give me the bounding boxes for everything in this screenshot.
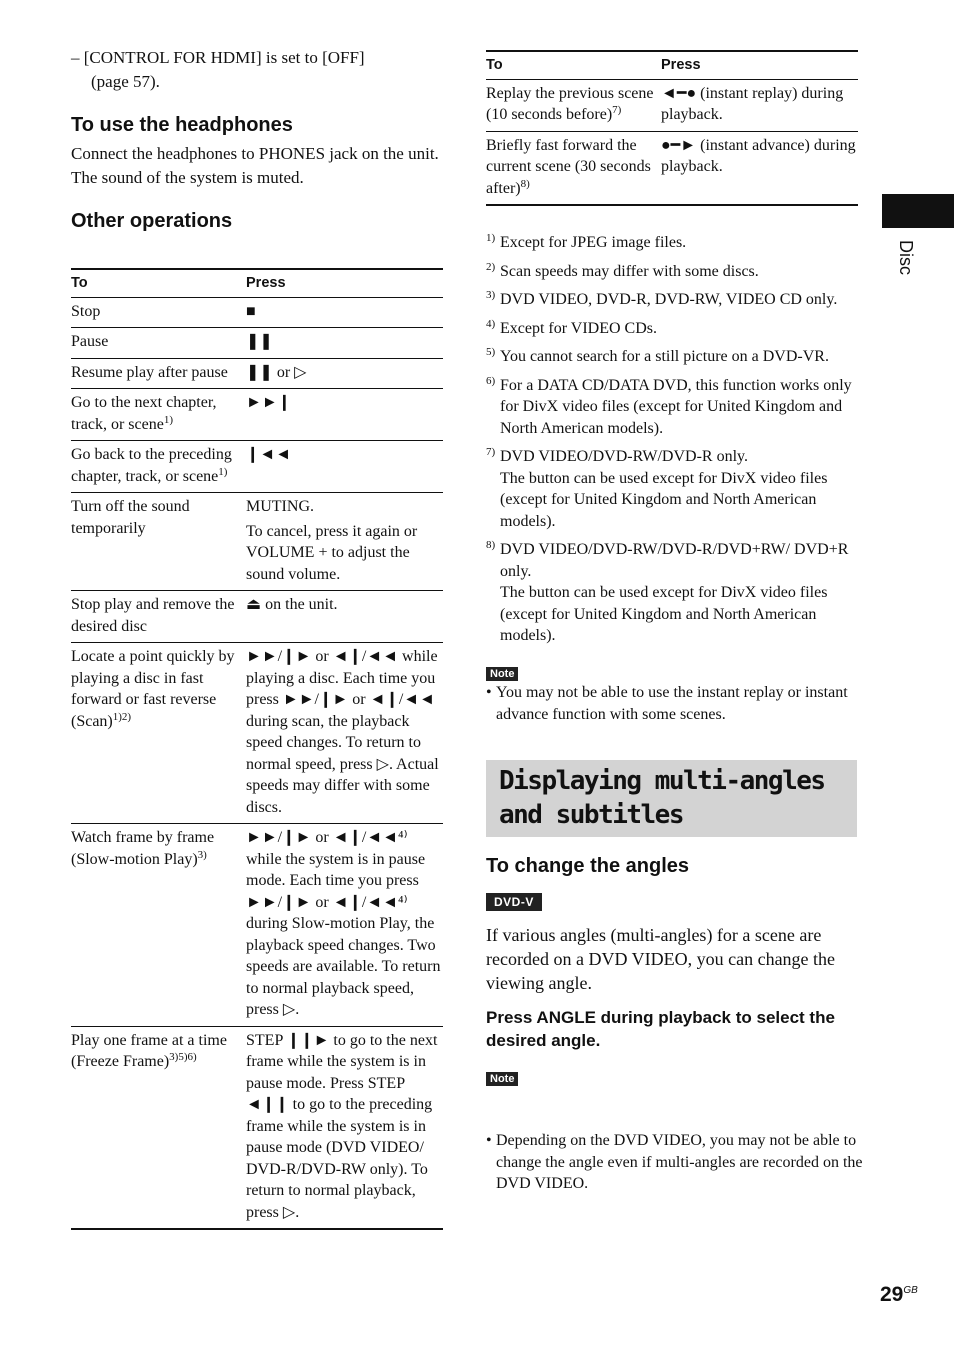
note2-bullet (486, 1130, 864, 1195)
operation-label: Resume play after pause (71, 363, 228, 381)
page-number (880, 1283, 918, 1307)
footnote-text: DVD VIDEO/DVD-RW/DVD-R only. (500, 448, 748, 465)
operation-label: Replay the previous scene (10 seconds before) (486, 84, 654, 123)
cell-press (246, 358, 443, 389)
cell-to (71, 493, 246, 591)
side-tab-label: Disc (896, 240, 916, 275)
operation-label: Briefly fast forward the current scene (30 seconds after) (486, 136, 651, 197)
page-suffix: GB (903, 1285, 918, 1296)
table-row (71, 493, 443, 591)
press-instruction: ❚❚ (246, 333, 273, 350)
press-instruction: MUTING. (246, 498, 314, 515)
operation-label: Play one frame at a time (Freeze Frame) (71, 1031, 227, 1070)
side-tab (892, 240, 916, 288)
footnote-item (486, 289, 858, 311)
headphones-text: Connect the headphones to PHONES jack on the unit. The sound of the system is muted. (71, 144, 439, 187)
footnote-item (486, 232, 858, 254)
note1-text: You may not be able to use the instant replay or instant advance function with some scenes. (496, 684, 848, 723)
cell-to (71, 1026, 246, 1229)
press-instruction: ►►/❙► or ◄❙/◄◄⁴⁾ while the system is in pause mode. Each time you press ►►/❙► or ◄❙/◄◄⁴⁾ during Slow-motion Play, the playback speed changes. Two speeds are available. To return to normal playback speed, press ▷. (246, 829, 441, 1018)
other-operations-heading: Other operations (71, 210, 233, 232)
operation-label: Stop play and remove the desired disc (71, 596, 235, 635)
instant-operations-table (486, 50, 858, 206)
cell-press (246, 591, 443, 643)
angles-text: If various angles (multi-angles) for a scene are recorded on a DVD VIDEO, you can change the viewing angle. (486, 925, 836, 993)
footnote-number: 4) (486, 317, 496, 330)
footnote-ref: 8) (520, 177, 530, 190)
column-header-press: Press (661, 57, 701, 73)
table-row (71, 591, 443, 643)
table-header (486, 51, 858, 79)
cell-to (71, 328, 246, 359)
footnote-number: 3) (486, 289, 496, 301)
footnote-number: 7) (486, 446, 496, 458)
page-number-value: 29 (880, 1283, 904, 1306)
press-instruction-extra: To cancel, press it again or VOLUME + to adjust the sound volume. (246, 522, 418, 583)
cell-press (661, 79, 858, 131)
cell-press (246, 389, 443, 441)
footnote-number: 6) (486, 374, 496, 387)
section-title-box (486, 760, 857, 837)
footnote-text: DVD VIDEO/DVD-RW/DVD-R/DVD+RW/ DVD+R only. (500, 541, 849, 580)
cell-to (71, 297, 246, 328)
dvd-video-badge (486, 893, 542, 911)
table-row (486, 79, 858, 131)
footnote-ref: 3)5)6) (169, 1051, 197, 1063)
operation-label: Go to the next chapter, track, or scene (71, 394, 217, 433)
footnote-number: 8) (486, 539, 496, 551)
cell-to (71, 358, 246, 389)
footnote-text: Except for VIDEO CDs. (500, 319, 658, 337)
table-row (71, 328, 443, 359)
dvd-badge-label: DVD-V (486, 893, 542, 911)
press-instruction: ►►/❙► or ◄❙/◄◄ while playing a disc. Each time you press ►►/❙► or ◄❙/◄◄ during scan, the playback speed changes. To return to normal speed, press ▷. Actual speeds may differ with some discs. (246, 648, 439, 816)
footnote-item (486, 261, 858, 283)
section-title: Displaying multi-angles and subtitles (499, 766, 825, 830)
cell-to (71, 643, 246, 824)
headphones-heading: To use the headphones (71, 114, 293, 136)
press-instruction: ⏏ on the unit. (246, 596, 338, 613)
operation-label: Turn off the sound temporarily (71, 498, 190, 537)
hdmi-condition-line2: (page 57). (91, 72, 160, 91)
cell-press (246, 824, 443, 1027)
note2-text: Depending on the DVD VIDEO, you may not be able to change the angle even if multi-angles are recorded on the DVD VIDEO. (496, 1132, 863, 1192)
cell-to (486, 79, 661, 131)
table-row (71, 1026, 443, 1229)
table-row (486, 131, 858, 205)
column-header-press: Press (246, 275, 286, 291)
footnote-number: 1) (486, 232, 496, 244)
footnotes (486, 232, 858, 654)
cell-to (71, 389, 246, 441)
cell-press (661, 131, 858, 205)
note2-label: Note (486, 1072, 518, 1086)
footnote-item (486, 346, 858, 368)
operation-label: Watch frame by frame (Slow-motion Play) (71, 829, 215, 868)
press-instruction: STEP ❙❙► to go to the next frame while the system is in pause mode. Press STEP ◄❙❙ to go to the preceding frame while the system is in pause mode (DVD VIDEO/ DVD-R/DVD-RW only). To return to normal playback, press ▷. (246, 1031, 438, 1221)
press-instruction: ◄━● (instant replay) during playback. (661, 84, 844, 123)
footnote-text: You cannot search for a still picture on a DVD-VR. (500, 348, 829, 365)
column-header-to: To (486, 57, 503, 73)
operations-table (71, 268, 443, 1230)
operation-label: Pause (71, 333, 109, 350)
column-header-to: To (71, 275, 88, 291)
footnote-text-extra: The button can be used except for DivX video files (except for United Kingdom and North American models). (500, 469, 828, 530)
note1-label: Note (486, 667, 518, 681)
footnote-ref: 1) (163, 413, 174, 426)
footnote-ref: 1) (218, 465, 228, 478)
bullet-dot: • (486, 1132, 492, 1149)
footnote-ref: 7) (612, 104, 622, 116)
footnote-ref: 3) (197, 848, 207, 861)
footnote-item (486, 446, 858, 532)
note1-badge (486, 664, 518, 682)
operation-label: Locate a point quickly by playing a disc in fast forward or fast reverse (Scan) (71, 648, 235, 730)
table-header (71, 269, 443, 297)
angle-instruction: Press ANGLE during playback to select the desired angle. (486, 1008, 835, 1050)
press-instruction: ►►❙ (246, 394, 292, 411)
note2-badge (486, 1069, 518, 1087)
cell-to (486, 131, 661, 205)
hdmi-condition-line1: – [CONTROL FOR HDMI] is set to [OFF] (71, 48, 365, 67)
footnote-text: DVD VIDEO, DVD-R, DVD-RW, VIDEO CD only. (500, 291, 838, 308)
operation-label: Go back to the preceding chapter, track, or scene (71, 446, 232, 485)
footnote-item (486, 539, 858, 647)
footnote-ref: 1)2) (112, 710, 132, 723)
cell-to (71, 441, 246, 493)
press-instruction: ❙◄◄ (246, 446, 292, 463)
press-instruction: ●━► (instant advance) during playback. (661, 136, 856, 175)
press-instruction: ■ (246, 302, 256, 320)
footnote-item (486, 318, 858, 340)
hdmi-condition (71, 46, 443, 94)
cell-press (246, 297, 443, 328)
footnote-text: For a DATA CD/DATA DVD, this function works only for DivX video files (except for United Kingdom and North American models). (500, 376, 852, 437)
table-row (71, 389, 443, 441)
table-row (71, 824, 443, 1027)
cell-press (246, 493, 443, 591)
cell-press (246, 328, 443, 359)
cell-to (71, 824, 246, 1027)
cell-press (246, 1026, 443, 1229)
operation-label: Stop (71, 302, 101, 320)
footnote-text-extra: The button can be used except for DivX video files (except for United Kingdom and North American models). (500, 584, 828, 644)
footnote-item (486, 375, 858, 440)
table-row (71, 643, 443, 824)
footnote-number: 5) (486, 346, 496, 358)
table-row (71, 441, 443, 493)
footnote-number: 2) (486, 260, 496, 273)
angles-heading: To change the angles (486, 855, 689, 877)
cell-to (71, 591, 246, 643)
note1-bullet (486, 682, 858, 725)
side-tab-bar (882, 194, 954, 228)
cell-press (246, 643, 443, 824)
table-row (71, 358, 443, 389)
footnote-text: Scan speeds may differ with some discs. (500, 262, 759, 280)
bullet-dot: • (486, 684, 492, 701)
table-row (71, 297, 443, 328)
footnote-text: Except for JPEG image files. (500, 234, 687, 251)
press-instruction: ❚❚ or ▷ (246, 363, 307, 381)
cell-press (246, 441, 443, 493)
